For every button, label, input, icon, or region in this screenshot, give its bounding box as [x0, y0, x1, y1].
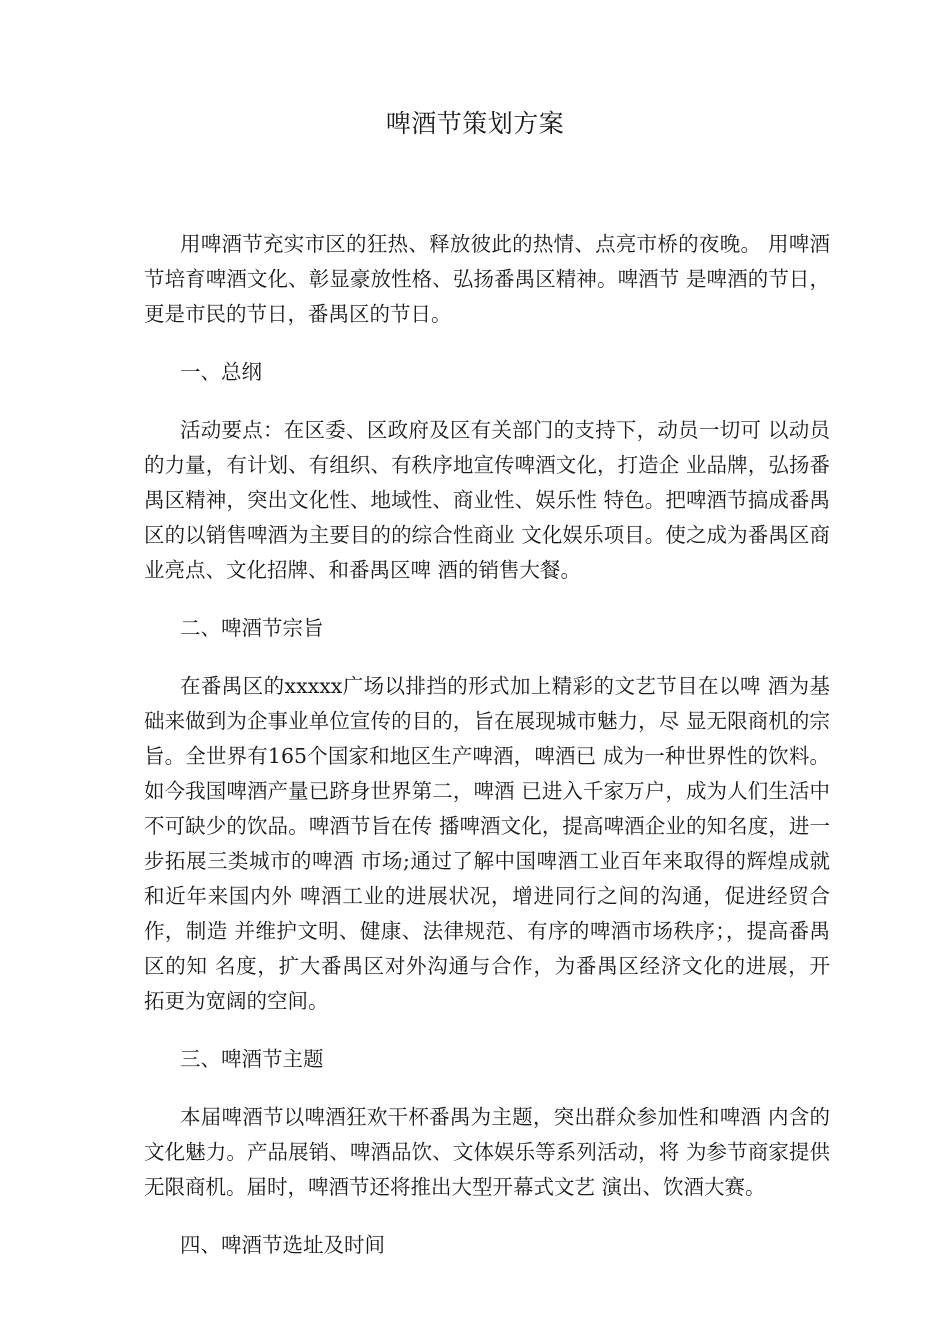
- overview-paragraph: 活动要点：在区委、区政府及区有关部门的支持下，动员一切可 以动员的力量，有计划、有组织、有秩序地宣传啤酒文化，打造企 业品牌，弘扬番禺区精神，突出文化性、地域性、商业性、娱乐性 特色。把啤酒节搞成番禺区的以销售啤酒为主要目的的综合性商业 文化娱乐项目。使之成为番禺区商业亮点、文化招牌、和番禺区啤 酒的销售大餐。: [144, 418, 830, 582]
- section-heading-venue-time: 四、啤酒节选址及时间: [180, 1233, 385, 1257]
- purpose-paragraph: 在番禺区的xxxxx广场以排挡的形式加上精彩的文艺节目在以啤 酒为基础来做到为企事业单位宣传的目的，旨在展现城市魅力，尽 显无限商机的宗旨。全世界有165个国家和地区生产啤酒，啤酒已 成为一种世界性的饮料。如今我国啤酒产量已跻身世界第二，啤酒 已进入千家万户，成为人们生活中不可缺少的饮品。啤酒节旨在传 播啤酒文化，提高啤酒企业的知名度，进一步拓展三类城市的啤酒 市场;通过了解中国啤酒工业百年来取得的辉煌成就和近年来国内外 啤酒工业的进展状况，增进同行之间的沟通，促进经贸合作，制造 并维护文明、健康、法律规范、有序的啤酒市场秩序；，提高番禺区的知 名度，扩大番禺区对外沟通与合作，为番禺区经济文化的进展，开 拓更为宽阔的空间。: [144, 674, 830, 1013]
- section-heading-theme: 三、啤酒节主题: [180, 1047, 324, 1071]
- section-heading-purpose: 二、啤酒节宗旨: [180, 616, 324, 640]
- section-heading-overview: 一、总纲: [180, 360, 262, 384]
- document-body: [144, 227, 830, 1286]
- theme-paragraph: 本届啤酒节以啤酒狂欢干杯番禺为主题，突出群众参加性和啤酒 内含的文化魅力。产品展销、啤酒品饮、文体娱乐等系列活动，将 为参节商家提供无限商机。届时，啤酒节还将推出大型开幕式文艺 演出、饮酒大赛。: [144, 1105, 830, 1199]
- intro-paragraph: 用啤酒节充实市区的狂热、释放彼此的热情、点亮市桥的夜晚。 用啤酒节培育啤酒文化、彰显豪放性格、弘扬番禺区精神。啤酒节 是啤酒的节日，更是市民的节日，番禺区的节日。: [144, 232, 830, 326]
- document-title: 啤酒节策划方案: [385, 109, 565, 138]
